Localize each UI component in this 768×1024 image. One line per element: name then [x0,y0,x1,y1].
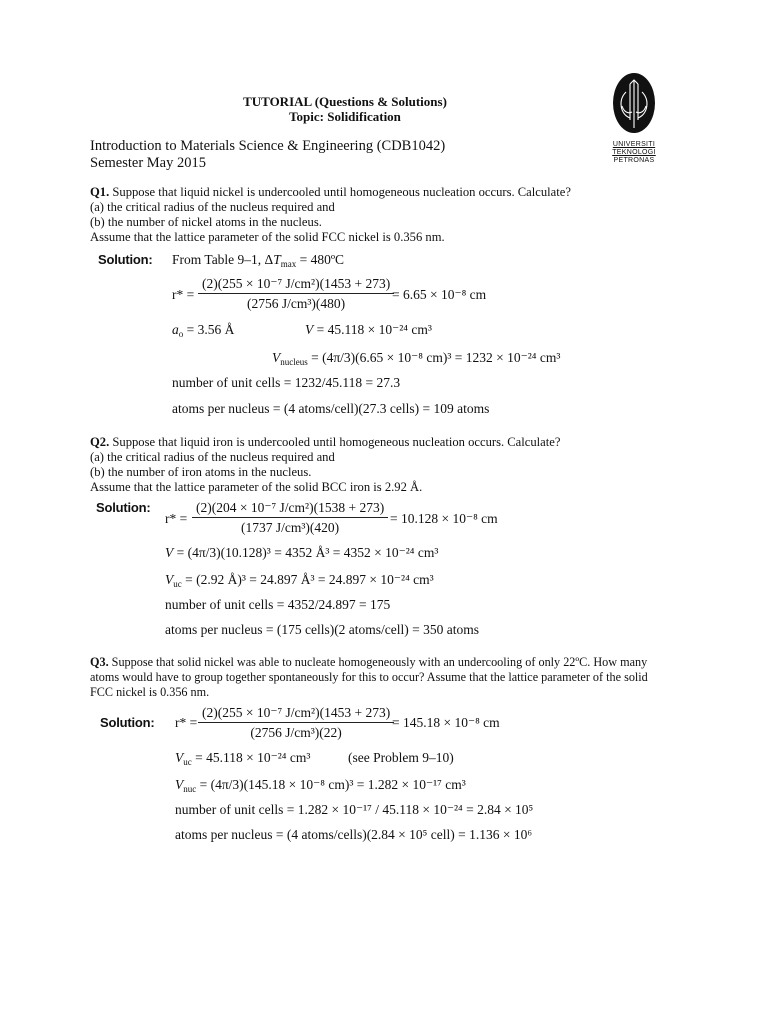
solution-1-r-fraction [198,276,394,312]
document-title [195,94,495,124]
question-1-part-b: (b) the number of nickel atoms in the nucleus. [90,215,322,229]
solution-2-r-result: = 10.128 × 10⁻⁸ cm [390,511,498,526]
question-1-label: Q1. [90,185,110,199]
fraction-bar [192,517,388,518]
question-2-text: Suppose that liquid iron is undercooled until homogeneous nucleation occurs. Calculate? [109,435,561,449]
question-1 [90,185,571,245]
solution-3-r-lhs: r* = [175,715,198,730]
solution-3-atoms: atoms per nucleus = (4 atoms/cells)(2.84 × 10⁵ cell) = 1.136 × 10⁶ [175,827,533,842]
question-2-label: Q2. [90,435,110,449]
question-3-line-2: atoms would have to group together spontaneously for this to occur? Assume that the lattice parameter of the solid [90,670,648,684]
solution-1-atoms: atoms per nucleus = (4 atoms/cell)(27.3 cells) = 109 atoms [172,401,490,416]
solution-2-r-lhs: r* = [165,511,188,526]
title-line-1: TUTORIAL (Questions & Solutions) [243,94,447,109]
solution-2-unit-cells: number of unit cells = 4352/24.897 = 175 [165,597,391,612]
question-1-text: Suppose that liquid nickel is undercooled until homogeneous nucleation occurs. Calculate? [109,185,571,199]
solution-2-v-uc: $V_{uc} = (2.92$ Å)³ = 24.897 Å³ = 24.897 × 10⁻²⁴ cm³ [165,572,434,589]
logo-line-3: PETRONAS [613,157,655,164]
solution-1-label: Solution: [98,252,153,267]
semester: Semester May 2015 [90,155,206,171]
solution-2-v: V = (4π/3)(10.128)³ = 4352 Å³ = 4352 × 10⁻²⁴ cm³ [165,545,439,560]
solution-3-label: Solution: [100,715,155,730]
denominator: (2756 J/cm³)(480) [247,296,346,311]
solution-1-table-ref: From Table 9–1, $\Delta T_{max}$ = 480ºC [172,252,345,269]
logo-line-2: TEKNOLOGI [612,149,656,156]
solution-2-atoms: atoms per nucleus = (175 cells)(2 atoms/cell) = 350 atoms [165,622,480,637]
question-3 [90,655,648,700]
solution-1-r-result: = 6.65 × 10⁻⁸ cm [392,287,487,302]
solution-1-a0: $a_o = 3.56$ Å [172,322,235,339]
university-crest-icon [606,72,662,134]
solution-3-v-nuc: $V_{nuc} = (4\pi/3)(145.18 \times 10^{-8}$ cm)³ = 1.282 × 10⁻¹⁷ cm³ [175,777,466,794]
question-3-label: Q3. [90,655,109,669]
question-1-assumption: Assume that the lattice parameter of the solid FCC nickel is 0.356 nm. [90,230,445,244]
solution-1-v: V = 45.118 × 10⁻²⁴ cm³ [305,322,432,337]
solution-2-label: Solution: [96,500,151,515]
question-2-part-a: (a) the critical radius of the nucleus required and [90,450,335,464]
solution-1-v-nucleus: $V_{nucleus} = (4\pi/3)(6.65 \times 10^{-8}$ cm)³ = 1232 × 10⁻²⁴ cm³ [272,350,561,367]
title-line-2: Topic: Solidification [289,109,401,124]
solution-3-v-uc-note: (see Problem 9–10) [348,750,454,765]
solution-2-r-fraction [192,500,388,536]
numerator: (2)(255 × 10⁻⁷ J/cm²)(1453 + 273) [202,276,391,291]
course-name: Introduction to Materials Science & Engineering (CDB1042) [90,138,446,154]
logo-line-1: UNIVERSITI [612,141,656,148]
numerator: (2)(204 × 10⁻⁷ J/cm²)(1538 + 273) [196,500,385,515]
solution-1-r-lhs: r* = [172,287,195,302]
fraction-bar [198,722,394,723]
numerator: (2)(255 × 10⁻⁷ J/cm²)(1453 + 273) [202,705,391,720]
solution-1-unit-cells: number of unit cells = 1232/45.118 = 27.3 [172,375,401,390]
university-logo [606,72,662,165]
solution-3-r-result: = 145.18 × 10⁻⁸ cm [392,715,500,730]
question-3-line-3: FCC nickel is 0.356 nm. [90,685,210,699]
solution-3-v-uc: $V_{uc} = 45.118 \times 10^{-24}$ cm³ [175,750,311,767]
solution-3-r-fraction [198,705,394,741]
fraction-bar [198,293,394,294]
solution-3-unit-cells: number of unit cells = 1.282 × 10⁻¹⁷ / 45.118 × 10⁻²⁴ = 2.84 × 10⁵ [175,802,534,817]
question-3-text: Suppose that solid nickel was able to nucleate homogeneously with an undercooling of only 22ºC. How many [108,655,648,669]
denominator: (1737 J/cm³)(420) [241,520,340,535]
denominator: (2756 J/cm³)(22) [250,725,342,740]
question-2-part-b: (b) the number of iron atoms in the nucleus. [90,465,312,479]
question-2-assumption: Assume that the lattice parameter of the solid BCC iron is 2.92 Å. [90,480,423,494]
question-1-part-a: (a) the critical radius of the nucleus required and [90,200,335,214]
question-2 [90,435,560,495]
